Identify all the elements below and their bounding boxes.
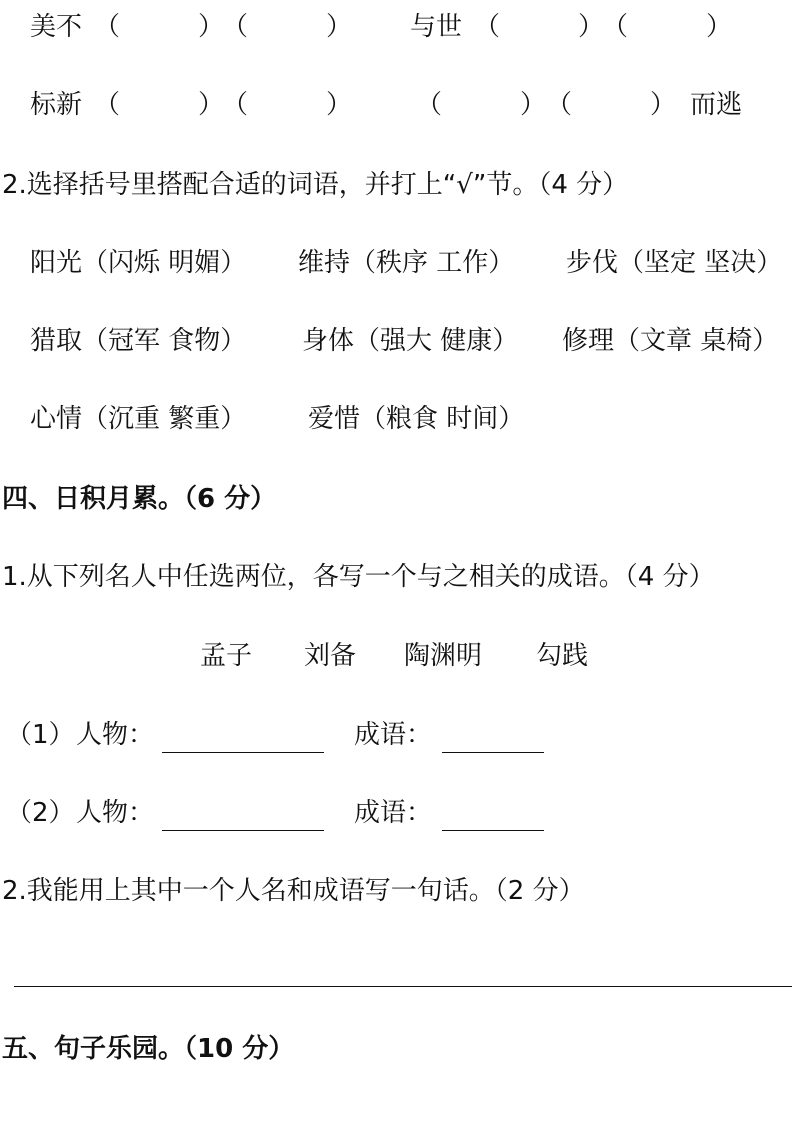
sentence-answer-line[interactable]: [14, 986, 792, 987]
section-5-title: 五、句子乐园。（10 分）: [2, 1034, 295, 1064]
names-list: [0, 643, 794, 673]
idiom-prefix: 标新: [30, 90, 83, 120]
idiom-prefix: 与世: [410, 12, 463, 42]
q2-title: 2.选择括号里搭配合适的词语，并打上“√”节。（4 分）: [2, 170, 629, 200]
q2-row: [0, 250, 794, 280]
idiom-suffix: 而逃: [690, 90, 743, 120]
q2-row: [0, 328, 794, 358]
name-item: 孟子: [200, 641, 253, 671]
idiom-answer-line[interactable]: [442, 752, 544, 753]
name-item: 勾践: [536, 641, 589, 671]
person-label: 人物：: [76, 798, 155, 828]
answer-row: [0, 800, 794, 834]
word-choice[interactable]: 爱惜（粮食 时间）: [308, 404, 525, 434]
idiom-blank-paren[interactable]: （ ）: [416, 90, 547, 120]
idiom-blank-paren[interactable]: （ ）: [94, 12, 225, 42]
idiom-answer-line[interactable]: [442, 830, 544, 831]
q2-sentence-title: 2.我能用上其中一个人名和成语写一句话。（2 分）: [2, 876, 585, 906]
word-choice[interactable]: 身体（强大 健康）: [302, 326, 519, 356]
word-choice[interactable]: 修理（文章 桌椅）: [562, 326, 779, 356]
idiom-label: 成语：: [354, 798, 433, 828]
name-item: 陶渊明: [404, 641, 483, 671]
q1-title: 1.从下列名人中任选两位，各写一个与之相关的成语。（4 分）: [2, 562, 715, 592]
word-choice[interactable]: 心情（沉重 繁重）: [30, 404, 247, 434]
word-choice[interactable]: 步伐（坚定 坚决）: [566, 248, 783, 278]
person-label: 人物：: [76, 720, 155, 750]
word-choice[interactable]: 阳光（闪烁 明媚）: [30, 248, 247, 278]
answer-number: （2）: [6, 798, 75, 828]
idiom-blank-paren[interactable]: （ ）: [222, 12, 353, 42]
q2-row: [0, 406, 794, 436]
idiom-blank-paren[interactable]: （ ）: [602, 12, 733, 42]
word-choice[interactable]: 猎取（冠军 食物）: [30, 326, 247, 356]
name-item: 刘备: [304, 641, 357, 671]
idiom-row-1: [0, 14, 794, 44]
person-answer-line[interactable]: [162, 752, 324, 753]
answer-number: （1）: [6, 720, 75, 750]
person-answer-line[interactable]: [162, 830, 324, 831]
answer-row: [0, 722, 794, 756]
idiom-blank-paren[interactable]: （ ）: [94, 90, 225, 120]
section-4-title: 四、日积月累。（6 分）: [2, 484, 277, 514]
idiom-row-2: [0, 92, 794, 122]
word-choice[interactable]: 维持（秩序 工作）: [298, 248, 515, 278]
idiom-blank-paren[interactable]: （ ）: [222, 90, 353, 120]
idiom-prefix: 美不: [30, 12, 83, 42]
idiom-label: 成语：: [354, 720, 433, 750]
idiom-blank-paren[interactable]: （ ）: [546, 90, 677, 120]
idiom-blank-paren[interactable]: （ ）: [474, 12, 605, 42]
